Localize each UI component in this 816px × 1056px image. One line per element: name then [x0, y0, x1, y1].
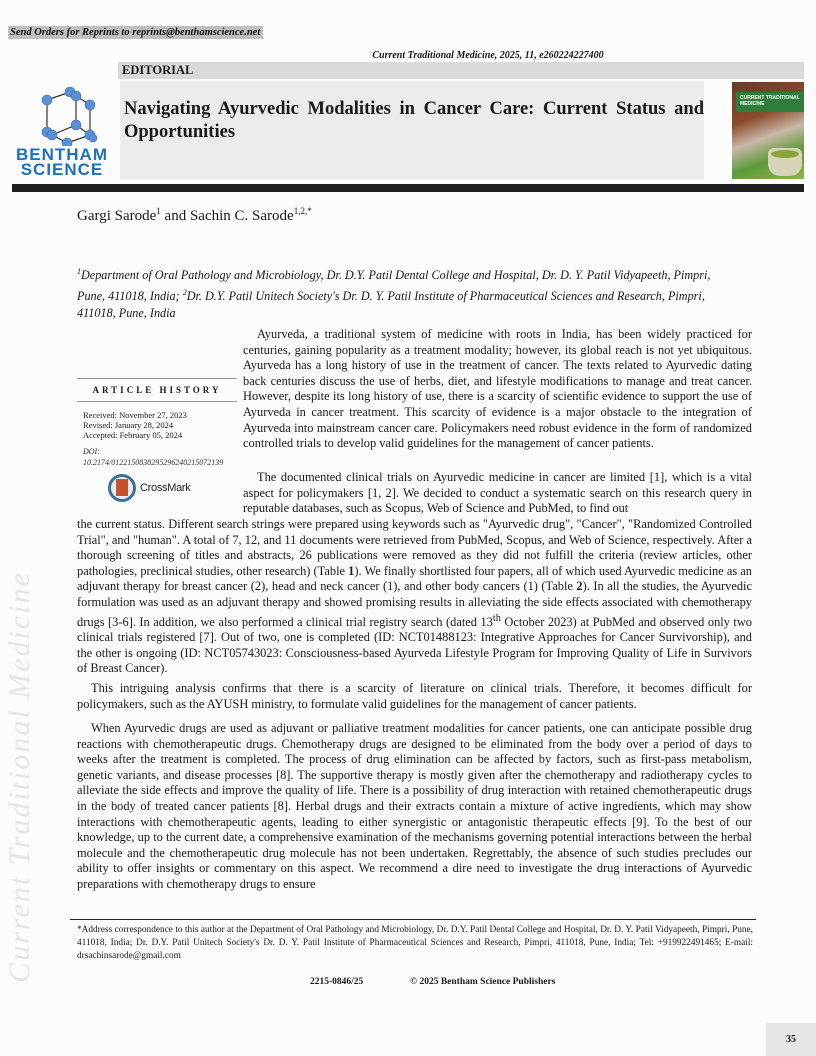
body-paragraph-2-start: The documented clinical trials on Ayurvedic medicine in cancer are limited [1], which is a vital aspect for policymakers [1, 2]. We decided to conduct a systematic search on this research query in reputable databases, such as Scopus, Web of Science and PubMed, to find out: [243, 470, 752, 516]
article-history: [77, 378, 237, 468]
article-title: Navigating Ayurvedic Modalities in Cancer Care: Current Status and Opportunities: [124, 99, 704, 142]
table-1-link[interactable]: 1: [348, 563, 355, 578]
molecule-cube-icon: [10, 80, 114, 146]
bentham-logo-text: BENTHAM SCIENCE: [16, 145, 108, 179]
cover-title: CURRENT TRADITIONAL MEDICINE: [736, 92, 804, 112]
affil-sup: 1: [77, 267, 81, 276]
author-name: Sachin C. Sarode: [189, 208, 294, 224]
affil-sup: 2: [182, 288, 187, 298]
issn: 2215-0846/25: [310, 977, 364, 987]
history-dates: [77, 402, 237, 440]
body-paragraph-3: This intriguing analysis confirms that there is a scarcity of literature on clinical trials. Therefore, it becomes difficult for policymakers, such as the AYUSH ministry, to formulate valid guidelines for the management of cancer patients.: [77, 681, 752, 711]
body-paragraph-1: Ayurveda, a traditional system of medicine with roots in India, has been widely practiced for centuries, gaining popularity as a treatment modality; however, its global reach is not yet ubiquitous. Ayurveda has a long history of use in the treatment of cancer. The texts related to Ayurvedic dating back centuries discuss the use of herbs, diet, and lifestyle modifications to manage and treat cancer. However, despite its long history of use, there is a scarcity of scientific evidence to support the use of Ayurveda in cancer treatment. This scarcity of evidence is a major obstacle to the integration of Ayurveda into mainstream cancer care. Policymakers need robust evidence in the form of randomized controlled trials to develop valid guidelines for the management of cancer patients.: [243, 327, 752, 451]
text-span: October 2023) at PubMed and observed only two clinical trials registered [7]. Out of two, one is completed (ID: NCT01488123: Integrative Approaches for Cancer Survivorship), and the other is ongoing (ID: NCT05743023: Consciousness-based Ayurveda Lifestyle Program for Improving Quality of Life in Survivors of Breast Cancer).: [77, 614, 753, 676]
affiliation-2: Dr. D.Y. Patil Unitech Society's Dr. D. Y. Patil Institute of Pharmaceutical Sciences and Research, Pimpri, 411018, Pune, India: [77, 289, 705, 321]
author-sup: 1,2,*: [293, 206, 312, 216]
received-date: Received: November 27, 2023: [83, 410, 187, 420]
table-2-link[interactable]: 2: [576, 579, 583, 594]
journal-cover-image: [732, 82, 804, 179]
author-sup: 1: [156, 206, 161, 216]
header-divider: [12, 184, 804, 192]
author-connector: and: [160, 208, 190, 224]
footnote-divider: [70, 919, 756, 920]
section-label: EDITORIAL: [118, 62, 804, 79]
body-paragraph-2-cont: [77, 517, 752, 677]
crossmark-ribbon-icon: [116, 479, 128, 496]
ordinal-sup: th: [492, 612, 501, 624]
text-span: the current status. Different search strings were prepared using keywords such as "Ayurvedic drug", "Cancer", "Randomized Controlled Trial", and "human". A total of 7, 12, and 11 documents were retrieved from PubMed, Scopus, and Web of Science, respectively. After a thorough screening of titles and abstracts, 26 publications were removed as they did not fulfill the criteria (review articles, other pathologies, preclinical studies, other research) (Table: [77, 517, 752, 578]
reprint-notice: Send Orders for Reprints to reprints@benthamscience.net: [8, 26, 263, 39]
author-name: Gargi Sarode: [77, 208, 157, 224]
affiliation-1: Department of Oral Pathology and Microbiology, Dr. D.Y. Patil Dental College and Hospital, Dr. D. Y. Patil Vidyapeeth, Pimpri, Pune, 411018, India;: [77, 268, 711, 304]
affiliations: [77, 263, 727, 322]
doi-link[interactable]: 10.2174/0122150838295296240215072139: [83, 457, 224, 467]
tea-surface: [771, 150, 799, 158]
crossmark-button[interactable]: [108, 474, 218, 504]
text-span: ). We finally shortlisted four papers, all of which used Ayurvedic medicine as an adjuvant therapy for breast cancer (2), head and neck cancer (1), and other body cancers (1) (Table: [77, 563, 752, 594]
copyright: © 2025 Bentham Science Publishers: [410, 977, 556, 987]
journal-citation: Current Traditional Medicine, 2025, 11, e260224227400: [372, 50, 604, 61]
doi-label: DOI:: [83, 447, 100, 456]
correspondence-footnote: *Address correspondence to this author at the Department of Oral Pathology and Microbiology, Dr. D.Y. Patil Dental College and Hospital, Dr. D. Y. Patil Vidyapeeth, Pimpri, Pune, 411018, India; Dr. D.Y. Patil Unitech Society's Dr. D. Y. Patil Institute of Pharmaceutical Sciences and Research, Pimpri, 411018, Pune, India; Tel: +919922491465; E-mail: drsachinsarode@gmail.com: [77, 925, 753, 961]
article-history-heading: ARTICLE HISTORY: [92, 385, 222, 395]
doi-block: [77, 440, 237, 468]
crossmark-label: CrossMark: [140, 482, 191, 494]
revised-date: Revised: January 28, 2024: [83, 420, 174, 430]
accepted-date: Accepted: February 05, 2024: [83, 430, 183, 440]
text-span: ). In all the studies, the Ayurvedic formulation was used as an adjuvant therapy and showed promising results in alleviating the side effects associated with chemotherapy drugs [3-6]. In addition, we also performed a clinical trial registry search (dated 13: [77, 579, 752, 629]
journal-watermark: Current Traditional Medicine: [3, 571, 36, 983]
body-paragraph-4: When Ayurvedic drugs are used as adjuvant or palliative treatment modalities for cancer patients, one can anticipate possible drug reactions with chemotherapeutic drugs. Chemotherapy drugs are designed to be eliminated from the body over a period of days to weeks after the treatment is completed. The process of drug elimination can be affected by factors, such as first-pass metabolism, genetic variants, and disease processes [8]. The supportive therapy is mostly given after the chemotherapy and radiotherapy cycles to alleviate the side effects and improve the quality of life. There is a possibility of drug interaction with retained chemotherapeutic drugs in the body of treated cancer patients [8]. Herbal drugs and their extracts contain a mixture of active ingredients, which may show interactions with chemotherapeutic agents, leading to either synergistic or antagonistic therapeutic effects [9]. To the best of our knowledge, up to the current date, a comprehensive examination of the mechanisms governing potential interactions between the herbal molecule and the chemotherapeutic drug molecule has not been undertaken. Regrettably, the absence of such studies precludes our ability to offer insights or commentary on this aspect. We recommend a dire need to investigate the drug interactions of Ayurvedic preparations with chemotherapy drugs to ensure: [77, 721, 752, 891]
author-list: [77, 206, 312, 225]
page-number: 35: [766, 1023, 816, 1056]
